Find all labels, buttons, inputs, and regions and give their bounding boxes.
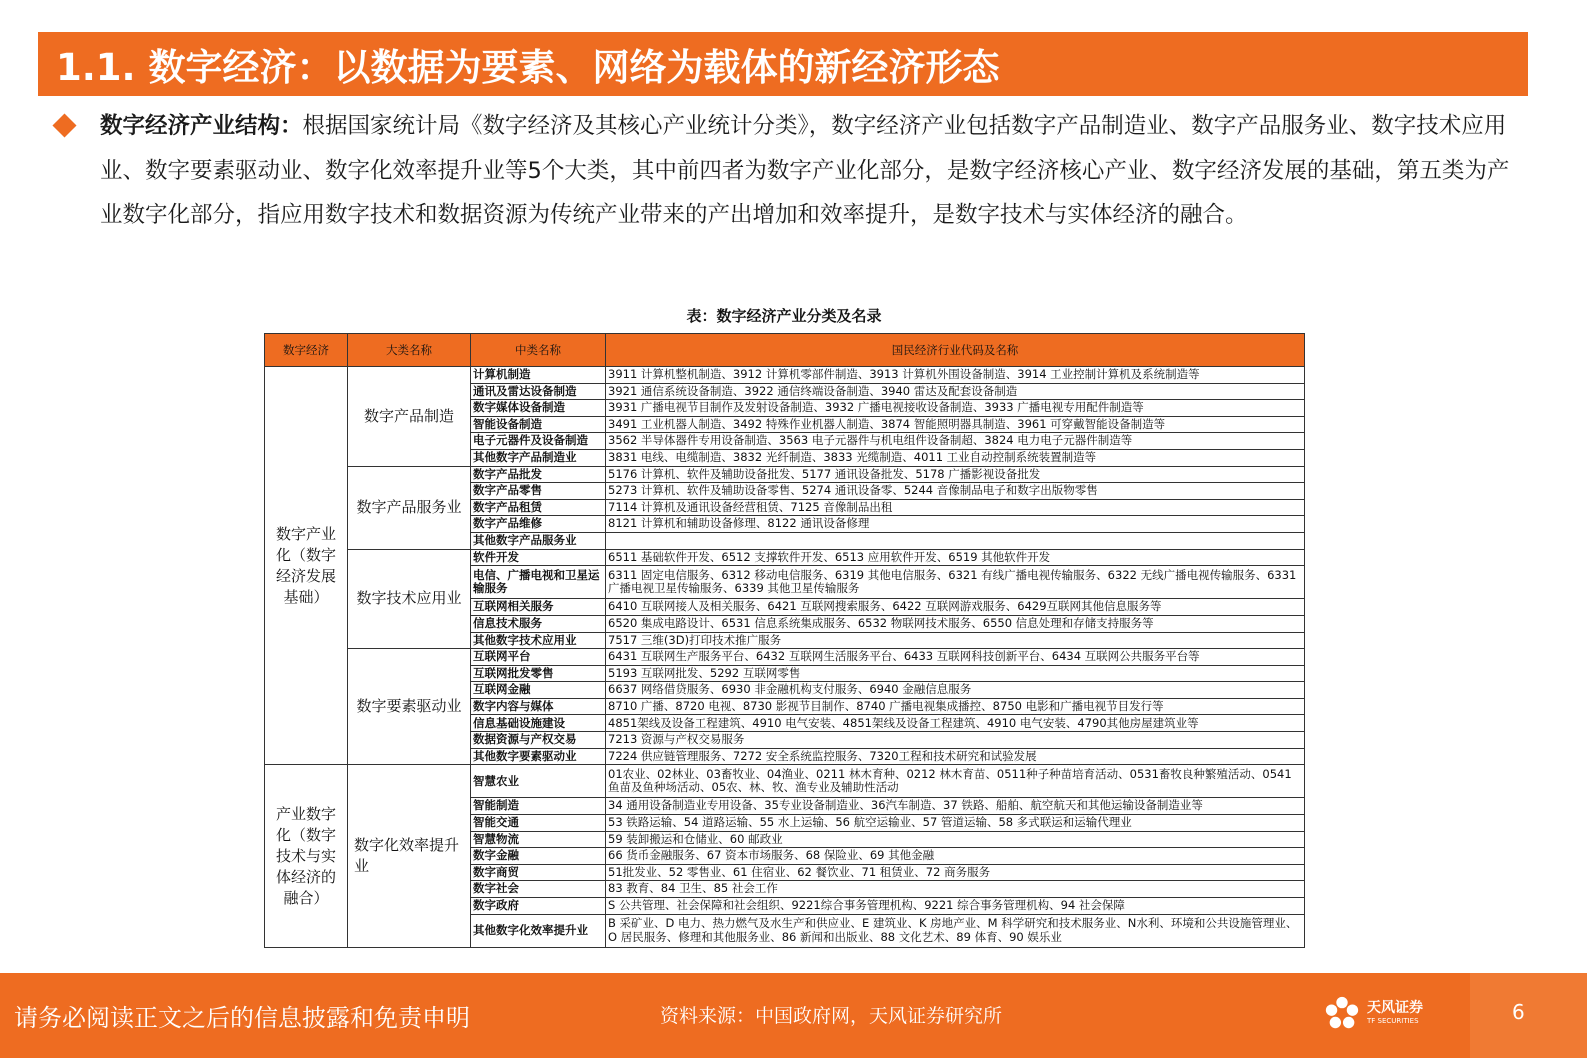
industry-codes-cell: 6431 互联网生产服务平台、6432 互联网生活服务平台、6433 互联网科技创新平台、6434 互联网公共服务平台等: [606, 649, 1305, 666]
tf-flower-icon: [1323, 994, 1361, 1032]
medium-category-cell: 智慧农业: [471, 765, 606, 798]
medium-category-cell: 互联网平台: [471, 649, 606, 666]
medium-category-cell: 其他数字化效率提升业: [471, 914, 606, 947]
medium-category-cell: 智慧物流: [471, 831, 606, 848]
major-category-cell: 数字要素驱动业: [348, 649, 471, 765]
industry-codes-cell: 5273 计算机、软件及辅助设备零售、5274 通讯设备零、5244 音像制品电子和数字出版物零售: [606, 483, 1305, 500]
industry-codes-cell: 59 装卸搬运和仓储业、60 邮政业: [606, 831, 1305, 848]
industry-codes-cell: 51批发业、52 零售业、61 住宿业、62 餐饮业、71 租赁业、72 商务服务: [606, 864, 1305, 881]
medium-category-cell: 信息基础设施建设: [471, 715, 606, 732]
industry-codes-cell: 6637 网络借贷服务、6930 非金融机构支付服务、6940 金融信息服务: [606, 682, 1305, 699]
page-number: 6: [1512, 1000, 1525, 1024]
industry-table: [264, 333, 1305, 948]
medium-category-cell: 数字产品零售: [471, 483, 606, 500]
header-major-category: 大类名称: [348, 334, 471, 367]
diamond-bullet-icon: [52, 113, 76, 137]
medium-category-cell: 互联网金融: [471, 682, 606, 699]
industry-codes-cell: [606, 532, 1305, 549]
logo-chinese: 天风证券: [1367, 999, 1423, 1016]
medium-category-cell: 数字内容与媒体: [471, 698, 606, 715]
medium-category-cell: 智能交通: [471, 815, 606, 832]
medium-category-cell: 其他数字产品制造业: [471, 449, 606, 466]
medium-category-cell: 通讯及雷达设备制造: [471, 383, 606, 400]
data-source: 资料来源：中国政府网，天风证券研究所: [660, 1005, 1003, 1027]
table-header-row: [265, 334, 1305, 367]
industry-codes-cell: 3921 通信系统设备制造、3922 通信终端设备制造、3940 雷达及配套设备制造: [606, 383, 1305, 400]
medium-category-cell: 互联网批发零售: [471, 665, 606, 682]
footer-right-strip: [1470, 973, 1587, 1058]
paragraph-bold-lead: 数字经济产业结构：: [100, 113, 303, 139]
medium-category-cell: 互联网相关服务: [471, 599, 606, 616]
medium-category-cell: 数字产品批发: [471, 466, 606, 483]
medium-category-cell: 数字社会: [471, 881, 606, 898]
section-name-cell: 产业数字化（数字技术与实体经济的融合）: [265, 765, 348, 948]
medium-category-cell: 智能设备制造: [471, 416, 606, 433]
industry-codes-cell: 53 铁路运输、54 道路运输、55 水上运输、56 航空运输业、57 管道运输、58 多式联运和运输代理业: [606, 815, 1305, 832]
industry-codes-cell: 83 教育、84 卫生、85 社会工作: [606, 881, 1305, 898]
medium-category-cell: 其他数字要素驱动业: [471, 748, 606, 765]
section-name-cell: 数字产业化（数字经济发展基础）: [265, 367, 348, 765]
medium-category-cell: 数字商贸: [471, 864, 606, 881]
medium-category-cell: 信息技术服务: [471, 615, 606, 632]
industry-codes-cell: 6511 基础软件开发、6512 支撑软件开发、6513 应用软件开发、6519 其他软件开发: [606, 549, 1305, 566]
industry-codes-cell: 3562 半导体器件专用设备制造、3563 电子元器件与机电组件设备制超、3824 电力电子元器件制造等: [606, 433, 1305, 450]
medium-category-cell: 数据资源与产权交易: [471, 732, 606, 749]
industry-codes-cell: 7224 供应链管理服务、7272 安全系统监控服务、7320工程和技术研究和试验发展: [606, 748, 1305, 765]
major-category-cell: 数字产品服务业: [348, 466, 471, 549]
medium-category-cell: 数字媒体设备制造: [471, 400, 606, 417]
industry-codes-cell: 8121 计算机和辅助设备修理、8122 通讯设备修理: [606, 516, 1305, 533]
medium-category-cell: 电信、广播电视和卫星运输服务: [471, 566, 606, 599]
table-row: [265, 649, 1305, 666]
industry-codes-cell: 7114 计算机及通讯设备经营租赁、7125 音像制品出租: [606, 499, 1305, 516]
industry-codes-cell: 4851架线及设备工程建筑、4910 电气安装、4851架线及设备工程建筑、4910 电气安装、4790其他房屋建筑业等: [606, 715, 1305, 732]
industry-codes-cell: 6520 集成电路设计、6531 信息系统集成服务、6532 物联网技术服务、6550 信息处理和存储支持服务等: [606, 615, 1305, 632]
industry-codes-cell: 7517 三维(3D)打印技术推广服务: [606, 632, 1305, 649]
industry-codes-cell: 01农业、02林业、03畜牧业、04渔业、0211 林木育种、0212 林木育苗、0511种子种苗培育活动、0531畜牧良种繁殖活动、0541鱼苗及鱼种场活动、05农、林、牧、渔专业及辅助性活动: [606, 765, 1305, 798]
medium-category-cell: 数字金融: [471, 848, 606, 865]
intro-paragraph: [100, 104, 1510, 238]
industry-codes-cell: 3931 广播电视节目制作及发射设备制造、3932 广播电视接收设备制造、3933 广播电视专用配件制造等: [606, 400, 1305, 417]
industry-codes-cell: 6410 互联网接人及相关服务、6421 互联网搜索服务、6422 互联网游戏服务、6429互联网其他信息服务等: [606, 599, 1305, 616]
medium-category-cell: 电子元器件及设备制造: [471, 433, 606, 450]
medium-category-cell: 软件开发: [471, 549, 606, 566]
medium-category-cell: 其他数字产品服务业: [471, 532, 606, 549]
header-industry-codes: 国民经济行业代码及名称: [606, 334, 1305, 367]
industry-codes-cell: 6311 固定电信服务、6312 移动电信服务、6319 其他电信服务、6321 有线广播电视传输服务、6322 无线广播电视传输服务、6331 广播电视卫星传输服务、6339 其他卫星传输服务: [606, 566, 1305, 599]
header-digital-economy: 数字经济: [265, 334, 348, 367]
table-row: [265, 466, 1305, 483]
industry-codes-cell: 3831 电线、电缆制造、3832 光纤制造、3833 光缆制造、4011 工业自动控制系统装置制造等: [606, 449, 1305, 466]
logo-english: TF SECURITIES: [1367, 1016, 1419, 1025]
industry-codes-cell: 66 货币金融服务、67 资本市场服务、68 保险业、69 其他金融: [606, 848, 1305, 865]
table-row: [265, 765, 1305, 798]
page-title: 1.1. 数字经济：以数据为要素、网络为载体的新经济形态: [38, 32, 1528, 96]
industry-codes-cell: 3911 计算机整机制造、3912 计算机零部件制造、3913 计算机外围设备制造、3914 工业控制计算机及系统制造等: [606, 367, 1305, 384]
company-logo: [1323, 990, 1443, 1035]
medium-category-cell: 其他数字技术应用业: [471, 632, 606, 649]
major-category-cell: 数字产品制造: [348, 367, 471, 467]
header-medium-category: 中类名称: [471, 334, 606, 367]
industry-codes-cell: S 公共管理、社会保障和社会组织、9221综合事务管理机构、9221 综合事务管理机构、94 社会保障: [606, 898, 1305, 915]
industry-codes-cell: 5193 互联网批发、5292 互联网零售: [606, 665, 1305, 682]
paragraph-body: 根据国家统计局《数字经济及其核心产业统计分类》，数字经济产业包括数字产品制造业、数字产品服务业、数字技术应用业、数字要素驱动业、数字化效率提升业等5个大类，其中前四者为数字产业化部分，是数字经济核心产业、数字经济发展的基础，第五类为产业数字化部分，指应用数字技术和数据资源为传统产业带来的产出增加和效率提升，是数字技术与实体经济的融合。: [100, 113, 1510, 228]
industry-codes-cell: 34 通用设备制造业专用设备、35专业设备制造业、36汽车制造、37 铁路、船舶、航空航天和其他运输设备制造业等: [606, 798, 1305, 815]
industry-codes-cell: B 采矿业、D 电力、热力燃气及水生产和供应业、E 建筑业、K 房地产业、M 科学研究和技术服务业、N水利、环境和公共设施管理业、O 居民服务、修理和其他服务业、86 新闻和出版业、88 文化艺术、89 体育、90 娱乐业: [606, 914, 1305, 947]
major-category-cell: 数字化效率提升业: [348, 765, 471, 948]
major-category-cell: 数字技术应用业: [348, 549, 471, 649]
disclaimer-notice: 请务必阅读正文之后的信息披露和免责申明: [14, 1004, 470, 1032]
medium-category-cell: 数字产品租赁: [471, 499, 606, 516]
table-row: [265, 367, 1305, 384]
medium-category-cell: 数字产品维修: [471, 516, 606, 533]
industry-codes-cell: 5176 计算机、软件及辅助设备批发、5177 通讯设备批发、5178 广播影视设备批发: [606, 466, 1305, 483]
industry-codes-cell: 3491 工业机器人制造、3492 特殊作业机器人制造、3874 智能照明器具制造、3961 可穿戴智能设备制造等: [606, 416, 1305, 433]
medium-category-cell: 智能制造: [471, 798, 606, 815]
table-caption: 表：数字经济产业分类及名录: [686, 307, 882, 325]
table-body: [265, 367, 1305, 948]
table-row: [265, 549, 1305, 566]
industry-codes-cell: 7213 资源与产权交易服务: [606, 732, 1305, 749]
medium-category-cell: 数字政府: [471, 898, 606, 915]
medium-category-cell: 计算机制造: [471, 367, 606, 384]
industry-codes-cell: 8710 广播、8720 电视、8730 影视节目制作、8740 广播电视集成播控、8750 电影和广播电视节目发行等: [606, 698, 1305, 715]
